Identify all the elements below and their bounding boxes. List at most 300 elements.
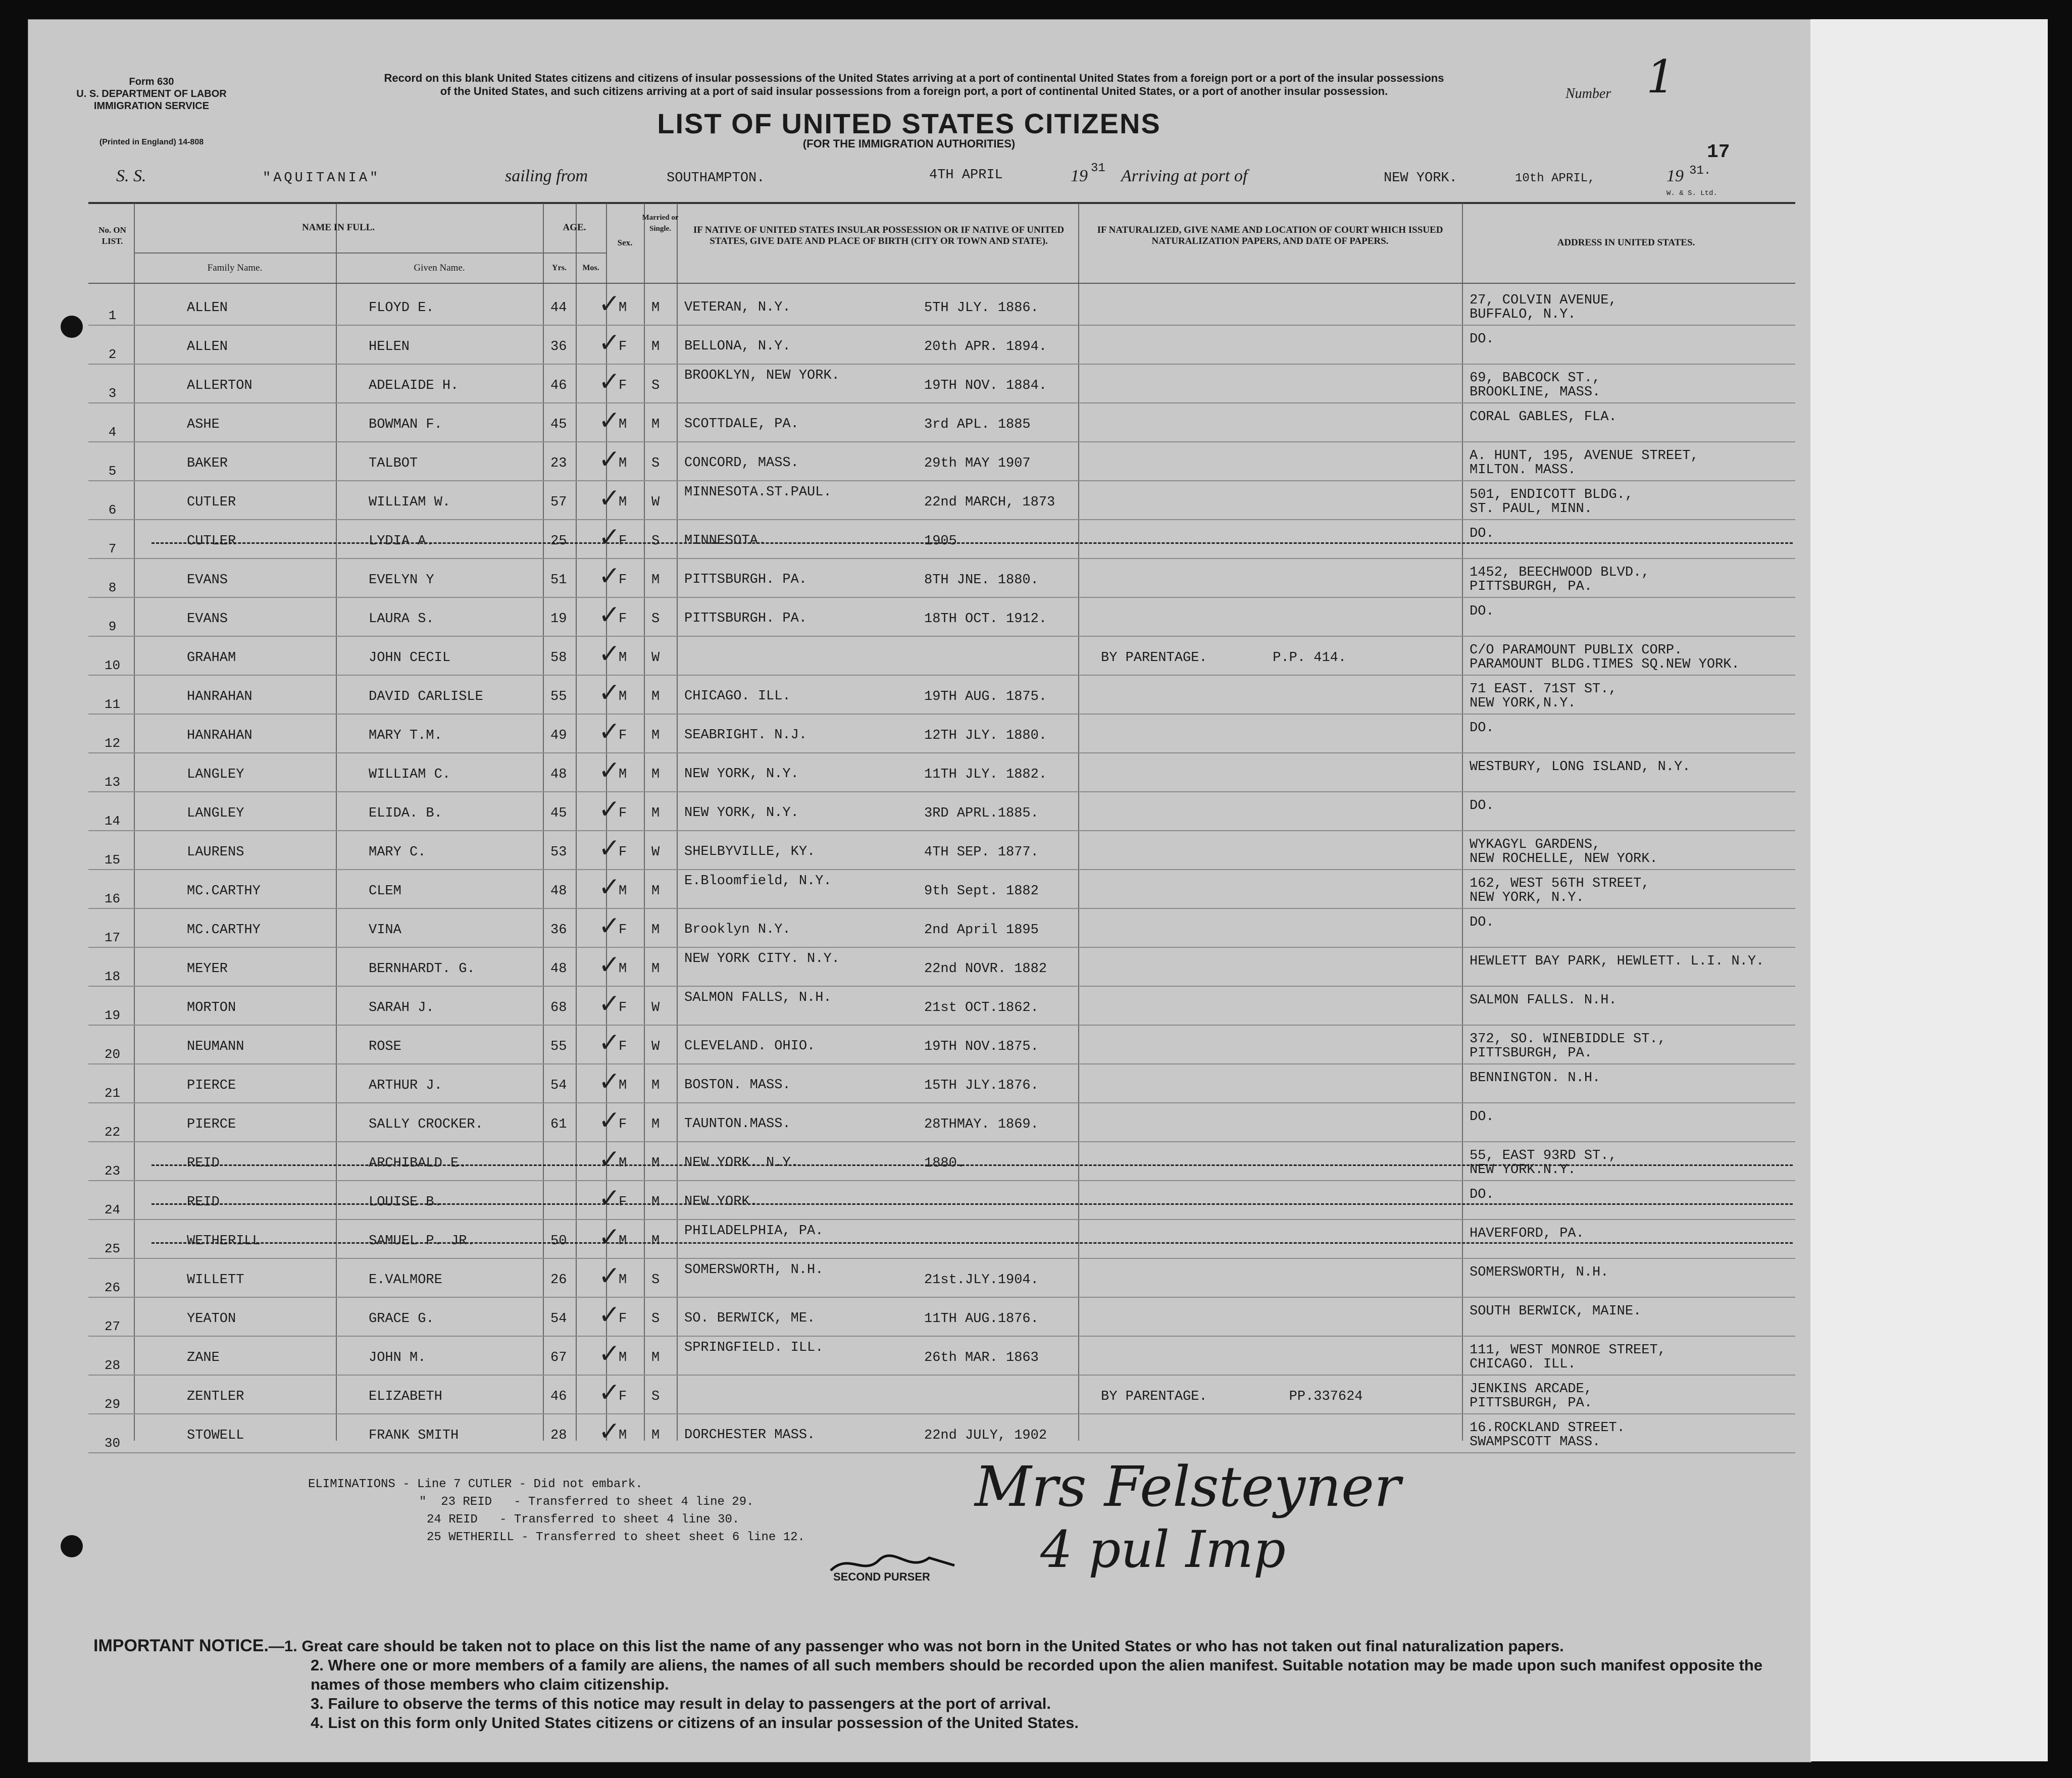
birth-place: PHILADELPHIA, PA. [684,1224,824,1239]
birth-date: 22nd MARCH, 1873 [924,495,1055,510]
age-years: 49 [550,728,567,743]
col-birth: IF NATIVE OF UNITED STATES INSULAR POSSESSION OR IF NATIVE OF UNITED STATES, GIVE DATE AND PLACE OF BIRTH (CITY OR TOWN AND STATE). [693,225,1065,246]
married-single: M [651,1234,660,1249]
address-line-1: DO. [1470,332,1494,347]
row-number: 29 [104,1397,121,1412]
row-number: 6 [108,502,117,518]
given-name: FLOYD E. [369,300,434,316]
col-rule [677,204,678,1441]
address-line-2: NEW YORK, N.Y. [1470,890,1584,905]
birth-place: NEW YORK CITY. N.Y. [684,951,840,967]
given-name: MARY C. [369,845,426,860]
number-value: 1 [1646,50,1676,104]
port-from: SOUTHAMPTON. [667,171,765,186]
row-rule [88,519,1795,520]
row-rule [88,597,1795,598]
sex: F [619,534,627,549]
col-mos: Mos. [582,264,599,272]
handwritten-annotation-2: 4 pul Imp [1040,1520,1286,1579]
address-line-1: 71 EAST. 71ST ST., [1470,682,1617,697]
family-name: LANGLEY [187,806,244,821]
married-single: M [651,689,660,704]
row-number: 14 [104,814,121,829]
address-line-1: BENNINGTON. N.H. [1470,1071,1601,1086]
age-years: 54 [550,1311,567,1327]
sex: F [619,1389,627,1404]
given-name: SALLY CROCKER. [369,1117,483,1132]
row-number: 30 [104,1436,121,1451]
age-years: 68 [550,1000,567,1015]
row-rule [88,1413,1795,1414]
check-mark-icon: ✓ [598,289,621,319]
sex: F [619,1000,627,1015]
address-line-2: SWAMPSCOTT MASS. [1470,1435,1601,1450]
port-to: NEW YORK. [1384,171,1457,186]
married-single: M [651,1195,660,1210]
given-name: DAVID CARLISLE [369,689,483,704]
birth-place: BELLONA, N.Y. [684,339,791,354]
check-mark-icon: ✓ [598,1416,621,1447]
birth-date: 15TH JLY.1876. [924,1078,1039,1093]
birth-date: 8TH JNE. 1880. [924,573,1039,588]
address-line-2: PITTSBURGH, PA. [1470,579,1593,594]
given-name: FRANK SMITH [369,1428,459,1443]
married-single: M [651,806,660,821]
given-name: WILLIAM C. [369,767,451,782]
row-number: 18 [104,969,121,984]
address-line-2: PITTSBURGH, PA. [1470,1046,1593,1061]
check-mark-icon: ✓ [598,1028,621,1058]
row-rule [88,869,1795,870]
married-single: S [651,456,660,471]
address-line-1: DO. [1470,915,1494,930]
strike-through-line [151,1203,1793,1206]
birth-date: 1880. [924,1156,966,1171]
sex: F [619,1311,627,1327]
form-id-block [76,76,227,112]
birth-date: 19TH AUG. 1875. [924,689,1047,704]
age-years: 58 [550,650,567,666]
row-rule [88,1297,1795,1298]
married-single: S [651,534,660,549]
given-name: GRACE G. [369,1311,434,1327]
naturalization: BY PARENTAGE. PP.337624 [1101,1389,1363,1404]
row-rule [88,402,1795,403]
married-single: S [651,1273,660,1288]
sex: M [619,650,627,666]
age-years: 46 [550,1389,567,1404]
page-subtitle: (FOR THE IMMIGRATION AUTHORITIES) [802,137,1016,150]
col-rule [336,204,337,1441]
row-rule [88,1258,1795,1259]
col-rule [1462,204,1463,1441]
printed-note: (Printed in England) 14-808 [99,138,204,146]
given-name: JOHN M. [369,1350,426,1365]
check-mark-icon: ✓ [598,1144,621,1175]
row-number: 9 [108,619,117,634]
address-line-1: DO. [1470,604,1494,619]
check-mark-icon: ✓ [598,444,621,475]
birth-date: 26th MAR. 1863 [924,1350,1039,1365]
address-line-1: WYKAGYL GARDENS, [1470,837,1601,852]
strike-through-line [151,542,1793,545]
header-rule [88,202,1795,204]
row-rule [88,1180,1795,1181]
age-years: 23 [550,456,567,471]
birth-place: MINNESOTA.ST.PAUL. [684,485,832,500]
address-line-1: CORAL GABLES, FLA. [1470,410,1617,425]
birth-date: 9th Sept. 1882 [924,884,1039,899]
birth-date: 11TH JLY. 1882. [924,767,1047,782]
right-margin-strip [1810,19,2048,1761]
purser-role: SECOND PURSER [833,1570,930,1583]
age-years: 28 [550,1428,567,1443]
number-label: Number [1565,86,1611,101]
check-mark-icon: ✓ [598,639,621,669]
sex: M [619,1273,627,1288]
row-number: 15 [104,852,121,868]
check-mark-icon: ✓ [598,328,621,358]
sex: F [619,1195,627,1210]
address-line-1: DO. [1470,1109,1494,1125]
year-prefix-2: 19 [1666,167,1684,185]
col-name-in-full: NAME IN FULL. [301,222,375,233]
binder-hole [61,316,83,338]
printer-mark: W. & S. Ltd. [1666,189,1717,197]
family-name: REID [187,1195,220,1210]
age-years: 48 [550,884,567,899]
check-mark-icon: ✓ [598,833,621,863]
naturalization: BY PARENTAGE. P.P. 414. [1101,650,1347,666]
given-name: EVELYN Y [369,573,434,588]
row-number: 21 [104,1086,121,1101]
row-number: 17 [104,930,121,945]
given-name: ARTHUR J. [369,1078,442,1093]
married-single: S [651,1389,660,1404]
col-rule [644,204,645,1441]
birth-place: CLEVELAND. OHIO. [684,1039,816,1054]
sex: F [619,339,627,354]
address-line-1: DO. [1470,798,1494,814]
row-number: 3 [108,386,117,401]
row-number: 8 [108,580,117,595]
record-statement: Record on this blank United States citizens and citizens of insular possessions of the United States arriving at a port of continental United States from a foreign port or a port of the insular possessions of the United States, and such citizens arriving at a port of said insular possessions from a foreign port, a port of continental United States, or a port of another insular possession. [384,72,1444,97]
check-mark-icon: ✓ [598,1222,621,1252]
family-name: ZENTLER [187,1389,244,1404]
check-mark-icon: ✓ [598,367,621,397]
address-line-1: C/O PARAMOUNT PUBLIX CORP. [1470,643,1683,658]
family-name: PIERCE [187,1078,236,1093]
address-line-2: NEW YORK,N.Y. [1470,696,1576,711]
given-name: TALBOT [369,456,418,471]
row-rule [88,325,1795,326]
birth-date: 20th APR. 1894. [924,339,1047,354]
page-number: 17 [1707,141,1730,163]
address-line-1: JENKINS ARCADE, [1470,1382,1593,1397]
check-mark-icon: ✓ [598,483,621,514]
age-years: 36 [550,923,567,938]
birth-date: 3rd APL. 1885 [924,417,1031,432]
address-line-1: HAVERFORD, PA. [1470,1226,1584,1241]
address-line-1: 162, WEST 56TH STREET, [1470,876,1650,891]
age-years: 46 [550,378,567,393]
family-name: MC.CARTHY [187,884,261,899]
married-single: S [651,378,660,393]
row-rule [88,908,1795,909]
family-name: NEUMANN [187,1039,244,1054]
sex: M [619,1234,627,1249]
sex: F [619,378,627,393]
check-mark-icon: ✓ [598,561,621,591]
address-line-2: MILTON. MASS. [1470,463,1576,478]
married-single: M [651,417,660,432]
row-rule [88,1025,1795,1026]
ship-name: "AQUITANIA" [263,171,381,186]
married-single: W [651,1000,660,1015]
birth-date: 11TH AUG.1876. [924,1311,1039,1327]
given-name: E.VALMORE [369,1273,442,1288]
address-line-2: NEW ROCHELLE, NEW YORK. [1470,851,1658,867]
age-years: 67 [550,1350,567,1365]
age-years: 25 [550,534,567,549]
row-rule [88,1336,1795,1337]
address-line-2: CHICAGO. ILL. [1470,1357,1576,1372]
notice-label: IMPORTANT NOTICE. [93,1636,269,1655]
age-years: 61 [550,1117,567,1132]
family-name: ASHE [187,417,220,432]
col-rule [1078,204,1079,1441]
birth-place: SALMON FALLS, N.H. [684,990,832,1005]
address-line-1: DO. [1470,721,1494,736]
birth-date: 12TH JLY. 1880. [924,728,1047,743]
row-rule [88,636,1795,637]
check-mark-icon: ✓ [598,989,621,1019]
row-rule [88,480,1795,481]
address-line-1: 69, BABCOCK ST., [1470,371,1601,386]
birth-date: 2nd April 1895 [924,923,1039,938]
strike-through-line [151,1242,1793,1245]
birth-date: 21st OCT.1862. [924,1000,1039,1015]
birth-place: TAUNTON.MASS. [684,1116,791,1132]
address-line-2: BROOKLINE, MASS. [1470,385,1601,400]
family-name: LAURENS [187,845,244,860]
row-rule [88,752,1795,753]
given-name: CLEM [369,884,401,899]
birth-date: 21st.JLY.1904. [924,1273,1039,1288]
sex: M [619,495,627,510]
elimination-line-23: " 23 REID - Transferred to sheet 4 line 29. [419,1495,754,1509]
check-mark-icon: ✓ [598,755,621,786]
check-mark-icon: ✓ [598,678,621,708]
row-rule [88,986,1795,987]
sex: F [619,923,627,938]
row-rule [88,1102,1795,1103]
given-name: VINA [369,923,401,938]
address-line-1: SOMERSWORTH, N.H. [1470,1265,1609,1280]
check-mark-icon: ✓ [598,950,621,980]
address-line-2: NEW YORK.N.Y. [1470,1162,1576,1178]
birth-date: 22nd JULY, 1902 [924,1428,1047,1443]
age-years: 55 [550,689,567,704]
birth-place: NEW YORK, N.Y. [684,767,799,782]
sex: F [619,612,627,627]
check-mark-icon: ✓ [598,1066,621,1097]
given-name: LOUISE B. [369,1195,442,1210]
row-number: 10 [104,658,121,673]
row-rule [88,1375,1795,1376]
sex: F [619,573,627,588]
address-line-1: SOUTH BERWICK, MAINE. [1470,1304,1642,1319]
row-number: 20 [104,1047,121,1062]
name-split-rule [134,252,543,253]
sex: F [619,1117,627,1132]
elimination-line-7: ELIMINATIONS - Line 7 CUTLER - Did not embark. [308,1478,643,1491]
address-line-1: 111, WEST MONROE STREET, [1470,1343,1666,1358]
page-title: LIST OF UNITED STATES CITIZENS [657,108,1161,139]
strike-through-line [151,1164,1793,1167]
address-line-1: 55, EAST 93RD ST., [1470,1148,1617,1163]
row-number: 12 [104,736,121,751]
row-rule [88,1141,1795,1142]
family-name: YEATON [187,1311,236,1327]
col-no: No. ON LIST. [98,225,126,246]
sex: M [619,884,627,899]
sex: M [619,961,627,977]
birth-place: SCOTTDALE, PA. [684,417,799,432]
address-line-1: DO. [1470,1187,1494,1202]
given-name: BERNHARDT. G. [369,961,475,977]
given-name: HELEN [369,339,410,354]
sailing-label: sailing from [505,167,588,185]
row-number: 22 [104,1125,121,1140]
row-number: 26 [104,1280,121,1295]
birth-date: 3RD APRL.1885. [924,806,1039,821]
birth-place: MINNESOTA. [684,533,767,548]
elimination-line-24: 24 REID - Transferred to sheet 4 line 30. [427,1513,740,1527]
check-mark-icon: ✓ [598,1339,621,1369]
check-mark-icon: ✓ [598,1300,621,1330]
sex: M [619,1156,627,1171]
address-line-1: HEWLETT BAY PARK, HEWLETT. L.I. N.Y. [1470,954,1764,969]
sex: M [619,300,627,316]
address-line-1: 1452, BEECHWOOD BLVD., [1470,565,1650,580]
col-age: AGE. [563,222,586,233]
notice-item-1: —1. Great care should be taken not to place on this list the name of any passenger who was not born in the United States or who has not taken out final naturalization papers. [268,1637,1564,1655]
married-single: W [651,495,660,510]
age-years: 55 [550,1039,567,1054]
row-rule [88,791,1795,792]
notice-item-4: 4. List on this form only United States citizens or citizens of an insular possession of the United States. [311,1714,1079,1732]
family-name: STOWELL [187,1428,244,1443]
family-name: GRAHAM [187,650,236,666]
row-rule [88,947,1795,948]
check-mark-icon: ✓ [598,600,621,630]
sex: F [619,806,627,821]
address-line-1: 501, ENDICOTT BLDG., [1470,487,1634,502]
row-rule [88,441,1795,442]
sex: F [619,845,627,860]
row-number: 27 [104,1319,121,1334]
married-single: M [651,1078,660,1093]
row-number: 11 [104,697,121,712]
birth-date: 19TH NOV. 1884. [924,378,1047,393]
married-single: S [651,612,660,627]
address-line-1: 16.ROCKLAND STREET. [1470,1420,1625,1436]
birth-date: 1905 [924,534,957,549]
birth-place: NEW YORK. N.Y. [684,1155,799,1171]
birth-place: SO. BERWICK, ME. [684,1311,816,1326]
col-naturalized: IF NATURALIZED, GIVE NAME AND LOCATION OF COURT WHICH ISSUED NATURALIZATION PAPERS, AND DATE OF PAPERS. [1097,225,1443,246]
elimination-line-25: 25 WETHERILL - Transferred to sheet sheet 6 line 12. [427,1531,805,1544]
birth-place: E.Bloomfield, N.Y. [684,874,832,889]
given-name: ADELAIDE H. [369,378,459,393]
family-name: MORTON [187,1000,236,1015]
given-name: MARY T.M. [369,728,442,743]
married-single: M [651,1428,660,1443]
birth-date: 5TH JLY. 1886. [924,300,1039,316]
year-prefix: 19 [1071,167,1088,185]
sex: M [619,1428,627,1443]
birth-place: SOMERSWORTH, N.H. [684,1262,824,1278]
col-address: ADDRESS IN UNITED STATES. [1557,237,1695,248]
family-name: HANRAHAN [187,728,252,743]
sex: M [619,767,627,782]
age-years: 51 [550,573,567,588]
family-name: ALLEN [187,300,228,316]
given-name: ROSE [369,1039,401,1054]
col-family-name: Family Name. [207,263,263,273]
married-single: M [651,573,660,588]
given-name: ELIZABETH [369,1389,442,1404]
family-name: WETHERILL [187,1234,261,1249]
check-mark-icon: ✓ [598,1378,621,1408]
married-single: W [651,845,660,860]
address-line-2: PITTSBURGH, PA. [1470,1396,1593,1411]
address-line-1: SALMON FALLS. N.H. [1470,993,1617,1008]
age-split-rule [543,252,606,253]
given-name: SAMUEL P. JR. [369,1234,475,1249]
age-years: 45 [550,806,567,821]
ss-label: S. S. [116,167,146,185]
row-number: 25 [104,1241,121,1256]
family-name: EVANS [187,573,228,588]
age-years: 53 [550,845,567,860]
given-name: BOWMAN F. [369,417,442,432]
address-line-1: WESTBURY, LONG ISLAND, N.Y. [1470,759,1691,775]
married-single: M [651,1156,660,1171]
col-rule [134,204,135,1441]
age-years: 48 [550,961,567,977]
given-name: JOHN CECIL [369,650,451,666]
sex: F [619,728,627,743]
given-name: LAURA S. [369,612,434,627]
sex: M [619,1350,627,1365]
check-mark-icon: ✓ [598,1261,621,1291]
address-line-1: 372, SO. WINEBIDDLE ST., [1470,1032,1666,1047]
check-mark-icon: ✓ [598,911,621,941]
row-rule [88,558,1795,559]
row-rule [88,364,1795,365]
married-single: S [651,1311,660,1327]
arriving-label: Arriving at port of [1121,167,1248,185]
birth-date: 18TH OCT. 1912. [924,612,1047,627]
row-number: 19 [104,1008,121,1023]
married-single: M [651,339,660,354]
sex: F [619,1039,627,1054]
birth-place: PITTSBURGH. PA. [684,572,807,587]
married-single: M [651,300,660,316]
row-number: 4 [108,425,117,440]
